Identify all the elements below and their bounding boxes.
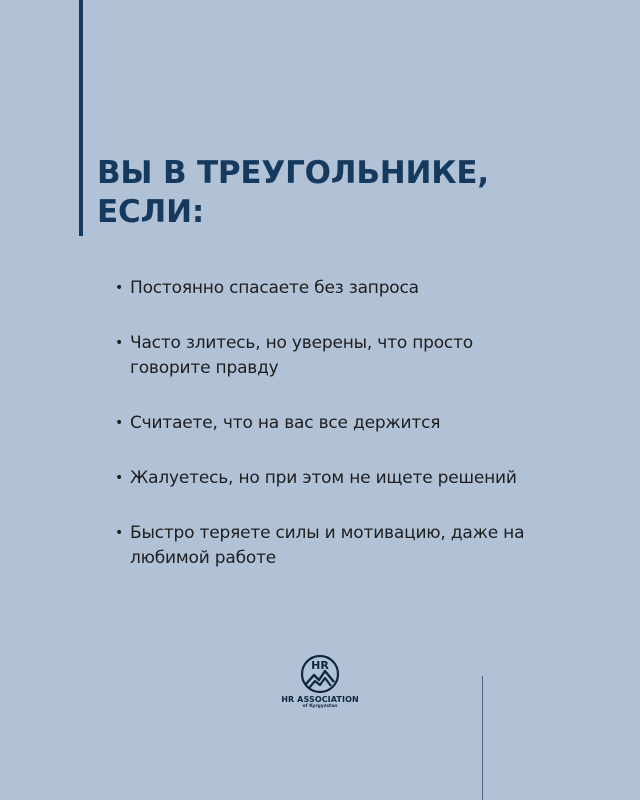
hr-association-logo	[270, 654, 370, 724]
title-line-2: ЕСЛИ:	[97, 194, 205, 230]
list-item: • Считаете, что на вас все держится	[114, 411, 554, 436]
page-title	[97, 154, 597, 232]
logo-monogram: HR	[311, 659, 329, 672]
list-item: • Жалуетесь, но при этом не ищете решений	[114, 466, 554, 491]
logo-subtitle: of Kyrgyzstan	[302, 704, 338, 709]
mountain-circle-logo-icon	[300, 654, 340, 694]
title-line-1: ВЫ В ТРЕУГОЛЬНИКЕ,	[97, 155, 489, 191]
list-item: • Быстро теряете силы и мотивацию, даже на любимой работе	[114, 521, 554, 571]
right-accent-line	[482, 676, 483, 800]
bullet-list	[114, 276, 554, 601]
logo-name: HR ASSOCIATION	[281, 695, 359, 704]
list-item: • Часто злитесь, но уверены, что просто говорите правду	[114, 331, 554, 381]
list-item: • Постоянно спасаете без запроса	[114, 276, 554, 301]
left-accent-bar	[79, 0, 83, 236]
